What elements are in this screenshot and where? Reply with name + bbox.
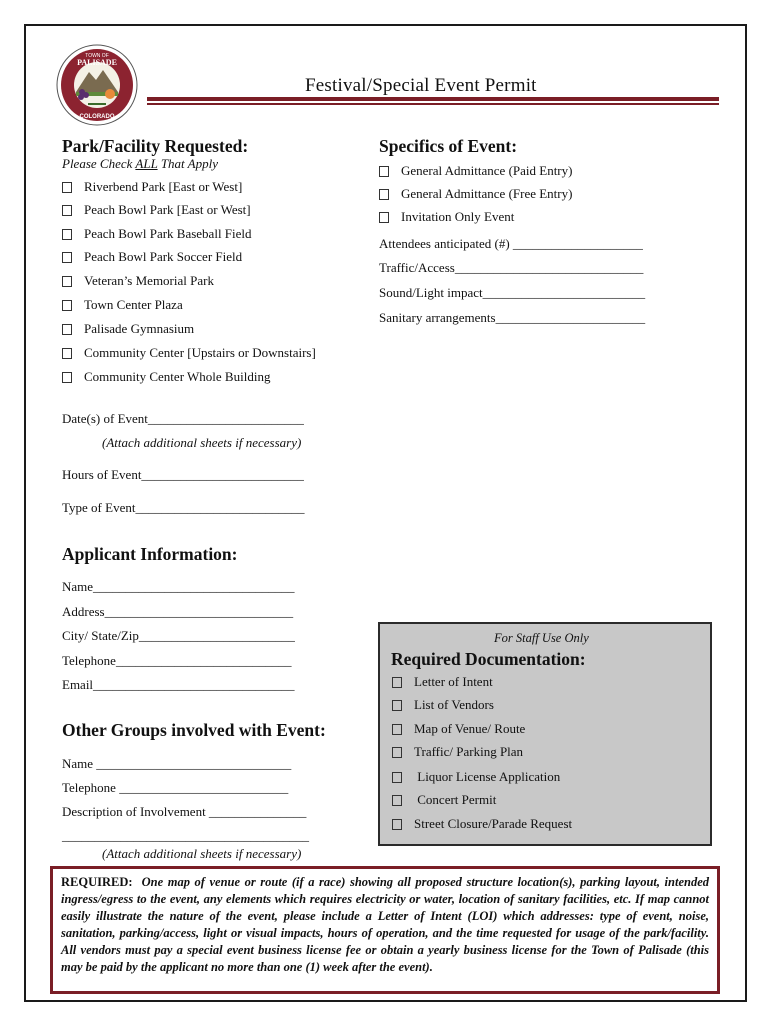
logo-bottom-text: COLORADO xyxy=(79,114,115,120)
facility-option-gymnasium[interactable]: Palisade Gymnasium xyxy=(62,321,194,337)
checkbox[interactable] xyxy=(62,324,72,335)
applicant-email-field[interactable]: Email_______________________________ xyxy=(62,677,295,692)
checkbox[interactable] xyxy=(379,189,389,200)
checkbox[interactable] xyxy=(62,348,72,359)
checkbox[interactable] xyxy=(62,276,72,287)
checkbox[interactable] xyxy=(379,166,389,177)
checkbox[interactable] xyxy=(62,229,72,240)
event-hours-field[interactable]: Hours of Event_________________________ xyxy=(62,467,304,482)
event-dates-field[interactable]: Date(s) of Event________________________ xyxy=(62,411,304,426)
applicant-telephone-field[interactable]: Telephone___________________________ xyxy=(62,653,292,668)
event-dates-note: (Attach additional sheets if necessary) xyxy=(102,435,302,450)
staff-use-box xyxy=(378,622,712,846)
doc-letter-of-intent[interactable]: Letter of Intent xyxy=(392,674,493,690)
facility-instruction: Please Check ALL That Apply xyxy=(62,156,219,171)
required-notice-box xyxy=(50,866,720,994)
specifics-option-free[interactable]: General Admittance (Free Entry) xyxy=(379,186,572,202)
applicant-name-field[interactable]: Name_______________________________ xyxy=(62,579,295,594)
other-groups-heading: Other Groups involved with Event: xyxy=(62,720,326,740)
form-title: Festival/Special Event Permit xyxy=(305,75,537,96)
specifics-heading: Specifics of Event: xyxy=(379,136,518,156)
facility-option-baseball-field[interactable]: Peach Bowl Park Baseball Field xyxy=(62,226,252,242)
checkbox[interactable] xyxy=(62,372,72,383)
required-label: REQUIRED: xyxy=(61,875,133,889)
doc-liquor-license[interactable]: Liquor License Application xyxy=(392,769,560,785)
checkbox[interactable] xyxy=(392,795,402,806)
traffic-access-field[interactable]: Traffic/Access_____________________________ xyxy=(379,260,644,275)
applicant-city-field[interactable]: City/ State/Zip________________________ xyxy=(62,628,295,643)
doc-concert-permit[interactable]: Concert Permit xyxy=(392,792,496,808)
other-groups-description-field[interactable]: Description of Involvement _______________ xyxy=(62,804,307,819)
specifics-option-invitation[interactable]: Invitation Only Event xyxy=(379,209,514,225)
checkbox[interactable] xyxy=(392,724,402,735)
sound-light-field[interactable]: Sound/Light impact_________________________ xyxy=(379,285,646,300)
facility-option-soccer-field[interactable]: Peach Bowl Park Soccer Field xyxy=(62,249,242,265)
attendees-field[interactable]: Attendees anticipated (#) ____________________ xyxy=(379,236,643,251)
logo-name: PALISADE xyxy=(77,58,117,67)
facility-option-community-center-whole[interactable]: Community Center Whole Building xyxy=(62,369,270,385)
applicant-address-field[interactable]: Address_____________________________ xyxy=(62,604,294,619)
specifics-option-paid[interactable]: General Admittance (Paid Entry) xyxy=(379,163,572,179)
checkbox[interactable] xyxy=(392,700,402,711)
title-rule-thick xyxy=(147,97,719,101)
facility-option-veterans-park[interactable]: Veteran’s Memorial Park xyxy=(62,273,214,289)
event-type-field[interactable]: Type of Event__________________________ xyxy=(62,500,305,515)
checkbox[interactable] xyxy=(62,205,72,216)
facility-option-riverbend[interactable]: Riverbend Park [East or West] xyxy=(62,179,242,195)
facility-option-community-center[interactable]: Community Center [Upstairs or Downstairs] xyxy=(62,345,316,361)
required-notice-text: REQUIRED: One map of venue or route (if a race) showing all proposed structure location(s), parking layout, intended ingress/egress to the event, any elements which requires electricity or water, location of sanitary facilities, etc. If map cannot easily illustrate the nature of the event, please include a Letter of Intent (LOI) which addresses: type of event, noise, sanitation, parking/access, light or visual impacts, hours of operation, and the time requested for usage of the park/facility. All vendors must pay a special event business license fee or obtain a yearly business license for the Town of Palisade (this may be paid by the applicant no more than one (1) week after the event). xyxy=(61,875,709,974)
other-groups-telephone-field[interactable]: Telephone __________________________ xyxy=(62,780,289,795)
checkbox[interactable] xyxy=(62,300,72,311)
facility-option-peach-bowl-park[interactable]: Peach Bowl Park [East or West] xyxy=(62,202,251,218)
doc-map-of-venue[interactable]: Map of Venue/ Route xyxy=(392,721,525,737)
doc-street-closure[interactable]: Street Closure/Parade Request xyxy=(392,816,572,832)
checkbox[interactable] xyxy=(392,819,402,830)
checkbox[interactable] xyxy=(392,677,402,688)
doc-traffic-parking-plan[interactable]: Traffic/ Parking Plan xyxy=(392,744,523,760)
applicant-heading: Applicant Information: xyxy=(62,544,238,564)
staff-label: For Staff Use Only xyxy=(494,631,589,645)
palisade-logo xyxy=(56,44,138,126)
title-rule-thin xyxy=(147,103,719,105)
required-documentation-heading: Required Documentation: xyxy=(391,649,586,669)
checkbox[interactable] xyxy=(62,182,72,193)
facility-option-town-center-plaza[interactable]: Town Center Plaza xyxy=(62,297,183,313)
doc-list-of-vendors[interactable]: List of Vendors xyxy=(392,697,494,713)
checkbox[interactable] xyxy=(62,252,72,263)
checkbox[interactable] xyxy=(392,772,402,783)
other-groups-note: (Attach additional sheets if necessary) xyxy=(102,846,302,861)
checkbox[interactable] xyxy=(379,212,389,223)
logo-top-text: TOWN OF xyxy=(85,53,109,59)
other-groups-name-field[interactable]: Name ______________________________ xyxy=(62,756,292,771)
other-groups-description-line[interactable]: ______________________________________ xyxy=(62,828,309,843)
facility-heading: Park/Facility Requested: xyxy=(62,136,249,156)
sanitary-field[interactable]: Sanitary arrangements_______________________ xyxy=(379,310,646,325)
checkbox[interactable] xyxy=(392,747,402,758)
